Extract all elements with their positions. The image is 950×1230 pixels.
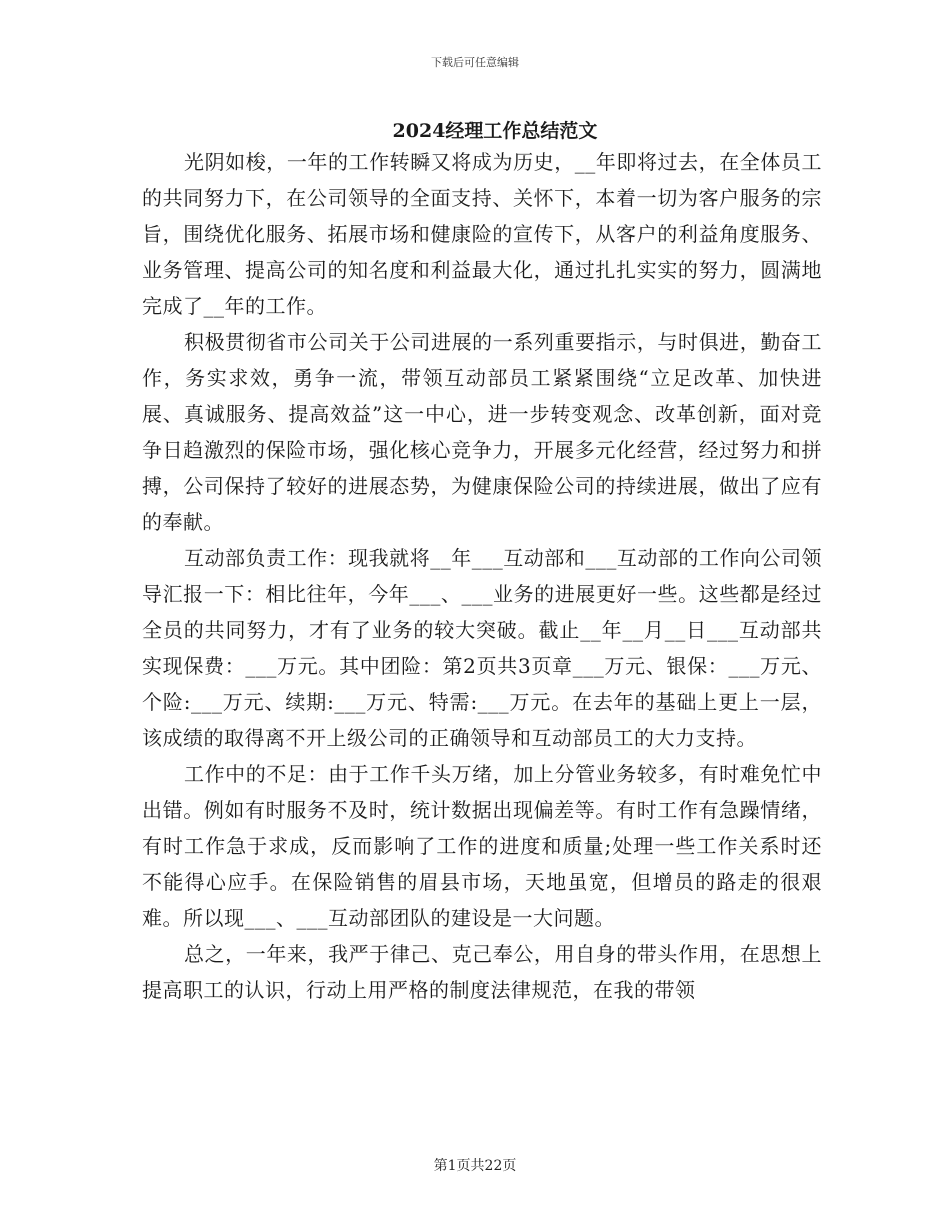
document-title: 2024经理工作总结范文: [392, 120, 598, 142]
paragraph-summary: 总之，一年来，我严于律己、克己奉公，用自身的带头作用，在思想上提高职工的认识，行动上用严格的制度法律规范，在我的带领: [142, 942, 822, 1002]
paragraph-intro: 光阴如梭，一年的工作转瞬又将成为历史，__年即将过去，在全体员工的共同努力下，在公司领导的全面支持、关怀下，本着一切为客户服务的宗旨，围绕优化服务、拓展市场和健康险的宣传下，从客户的利益角度服务、业务管理、提高公司的知名度和利益最大化，通过扎扎实实的努力，圆满地完成了__年的工作。: [142, 150, 822, 318]
paragraph-department-report: 互动部负责工作：现我就将__年___互动部和___互动部的工作向公司领导汇报一下：相比往年，今年___、___业务的进展更好一些。这些都是经过全员的共同努力，才有了业务的较大突破。截止__年__月__日___互动部共实现保费：___万元。其中团险：第2页共3页章___万元、银保：___万元、个险:___万元、续期:___万元、特需:___万元。在去年的基础上更上一层，该成绩的取得离不开上级公司的正确领导和互动部员工的大力支持。: [142, 546, 822, 750]
page-number-footer: 第1页共22页: [433, 1158, 517, 1174]
page-header-note: 下载后可任意编辑: [431, 56, 519, 69]
document-body: [142, 144, 822, 1008]
paragraph-shortcomings: 工作中的不足：由于工作千头万绪，加上分管业务较多，有时难免忙中出错。例如有时服务不及时，统计数据出现偏差等。有时工作有急躁情绪，有时工作急于求成，反而影响了工作的进度和质量;处理一些工作关系时还不能得心应手。在保险销售的眉县市场，天地虽宽，但增员的路走的很艰难。所以现___、___互动部团队的建设是一大问题。: [142, 762, 822, 930]
paragraph-directives: 积极贯彻省市公司关于公司进展的一系列重要指示，与时俱进，勤奋工作，务实求效，勇争一流，带领互动部员工紧紧围绕“立足改革、加快进展、真诚服务、提高效益”这一中心，进一步转变观念、改革创新，面对竞争日趋激烈的保险市场，强化核心竞争力，开展多元化经营，经过努力和拼搏，公司保持了较好的进展态势，为健康保险公司的持续进展，做出了应有的奉献。: [142, 330, 822, 534]
